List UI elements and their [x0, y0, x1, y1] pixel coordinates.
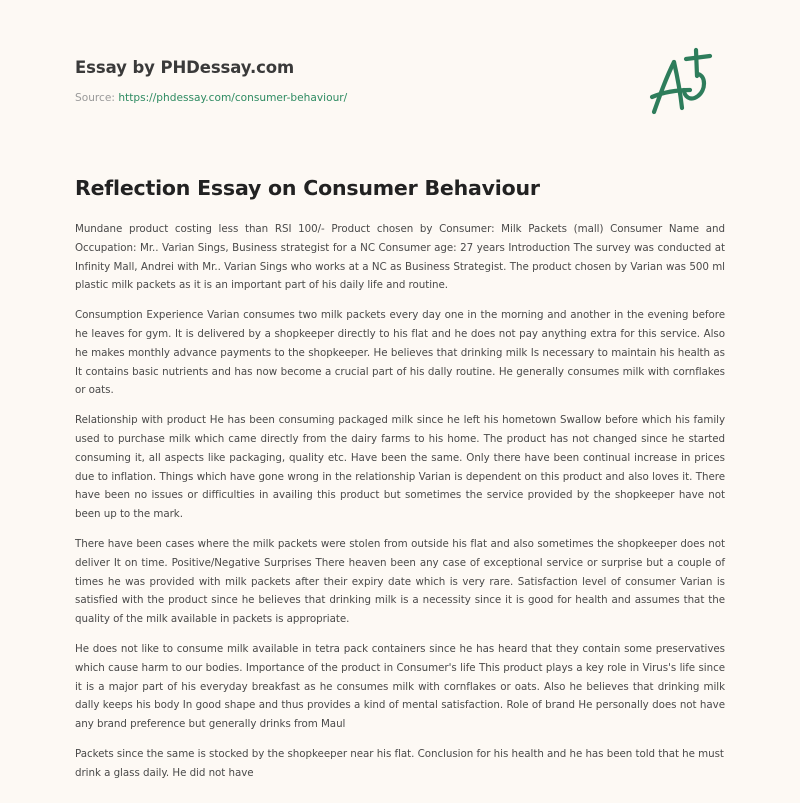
source-line [75, 92, 347, 104]
source-link[interactable]: https://phdessay.com/consumer-behaviour/ [118, 92, 348, 104]
page-title: Reflection Essay on Consumer Behaviour [75, 176, 540, 200]
site-header [75, 58, 347, 104]
a-plus-grade-icon [640, 40, 730, 120]
site-title: Essay by PHDessay.com [75, 58, 295, 77]
essay-paragraph: There have been cases where the milk packets were stolen from outside his flat and also sometimes the shopkeeper does not deliver It on time. Positive/Negative Surprises There heaven been any case of exceptional service or surprise but a couple of times he was provided with milk packets after their expiry date which is very rare. Satisfaction level of consumer Varian is satisfied with the product since he believes that drinking milk is a necessity since it is good for health and assumes that the quality of the milk available in packets is appropriate. [75, 537, 725, 626]
essay-paragraph: Mundane product costing less than RSI 100/- Product chosen by Consumer: Milk Packets (mall) Consumer Name and Occupation: Mr.. Varian Sings, Business strategist for a NC Consumer age: 27 years Introduction The survey was conducted at Infinity Mall, Andrei with Mr.. Varian Sings who works at a NC as Business Strategist. The product chosen by Varian was 500 ml plastic milk packets as it is an important part of his daily life and routine. [75, 223, 725, 292]
essay-paragraph: He does not like to consume milk available in tetra pack containers since he has heard that they contain some preservatives which cause harm to our bodies. Importance of the product in Consumer's life This product plays a key role in Virus's life since it is a major part of his everyday breakfast as he consumes milk with cornflakes or oats. Also he believes that drinking milk dally keeps his body In good shape and thus provides a kind of mental satisfaction. Role of brand He personally does not have any brand preference but generally drinks from Maul [75, 642, 725, 731]
essay-paragraph: Packets since the same is stocked by the shopkeeper near his flat. Conclusion for his health and he has been told that he must drink a glass daily. He did not have [75, 747, 724, 779]
source-label: Source: [75, 92, 119, 104]
essay-paragraph: Relationship with product He has been consuming packaged milk since he left his hometown Swallow before which his family used to purchase milk which came directly from the dairy farms to his home. The product has not changed since he started consuming it, all aspects like packaging, quality etc. Have been the same. Only there have been continual increase in prices due to inflation. Things which have gone wrong in the relationship Varian is dependent on this product and also loves it. There have been no issues or difficulties in availing this product but sometimes the service provided by the shopkeeper have not been up to the mark. [75, 414, 725, 521]
a-plus-logo-svg [640, 40, 730, 120]
essay-body [75, 220, 725, 794]
essay-paragraph: Consumption Experience Varian consumes two milk packets every day one in the morning and another in the evening before he leaves for gym. It is delivered by a shopkeeper directly to his flat and he does not pay anything extra for this service. Also he makes monthly advance payments to the shopkeeper. He believes that drinking milk Is necessary to maintain his health as It contains basic nutrients and has now become a crucial part of his dally routine. He generally consumes milk with cornflakes or oats. [75, 309, 725, 397]
